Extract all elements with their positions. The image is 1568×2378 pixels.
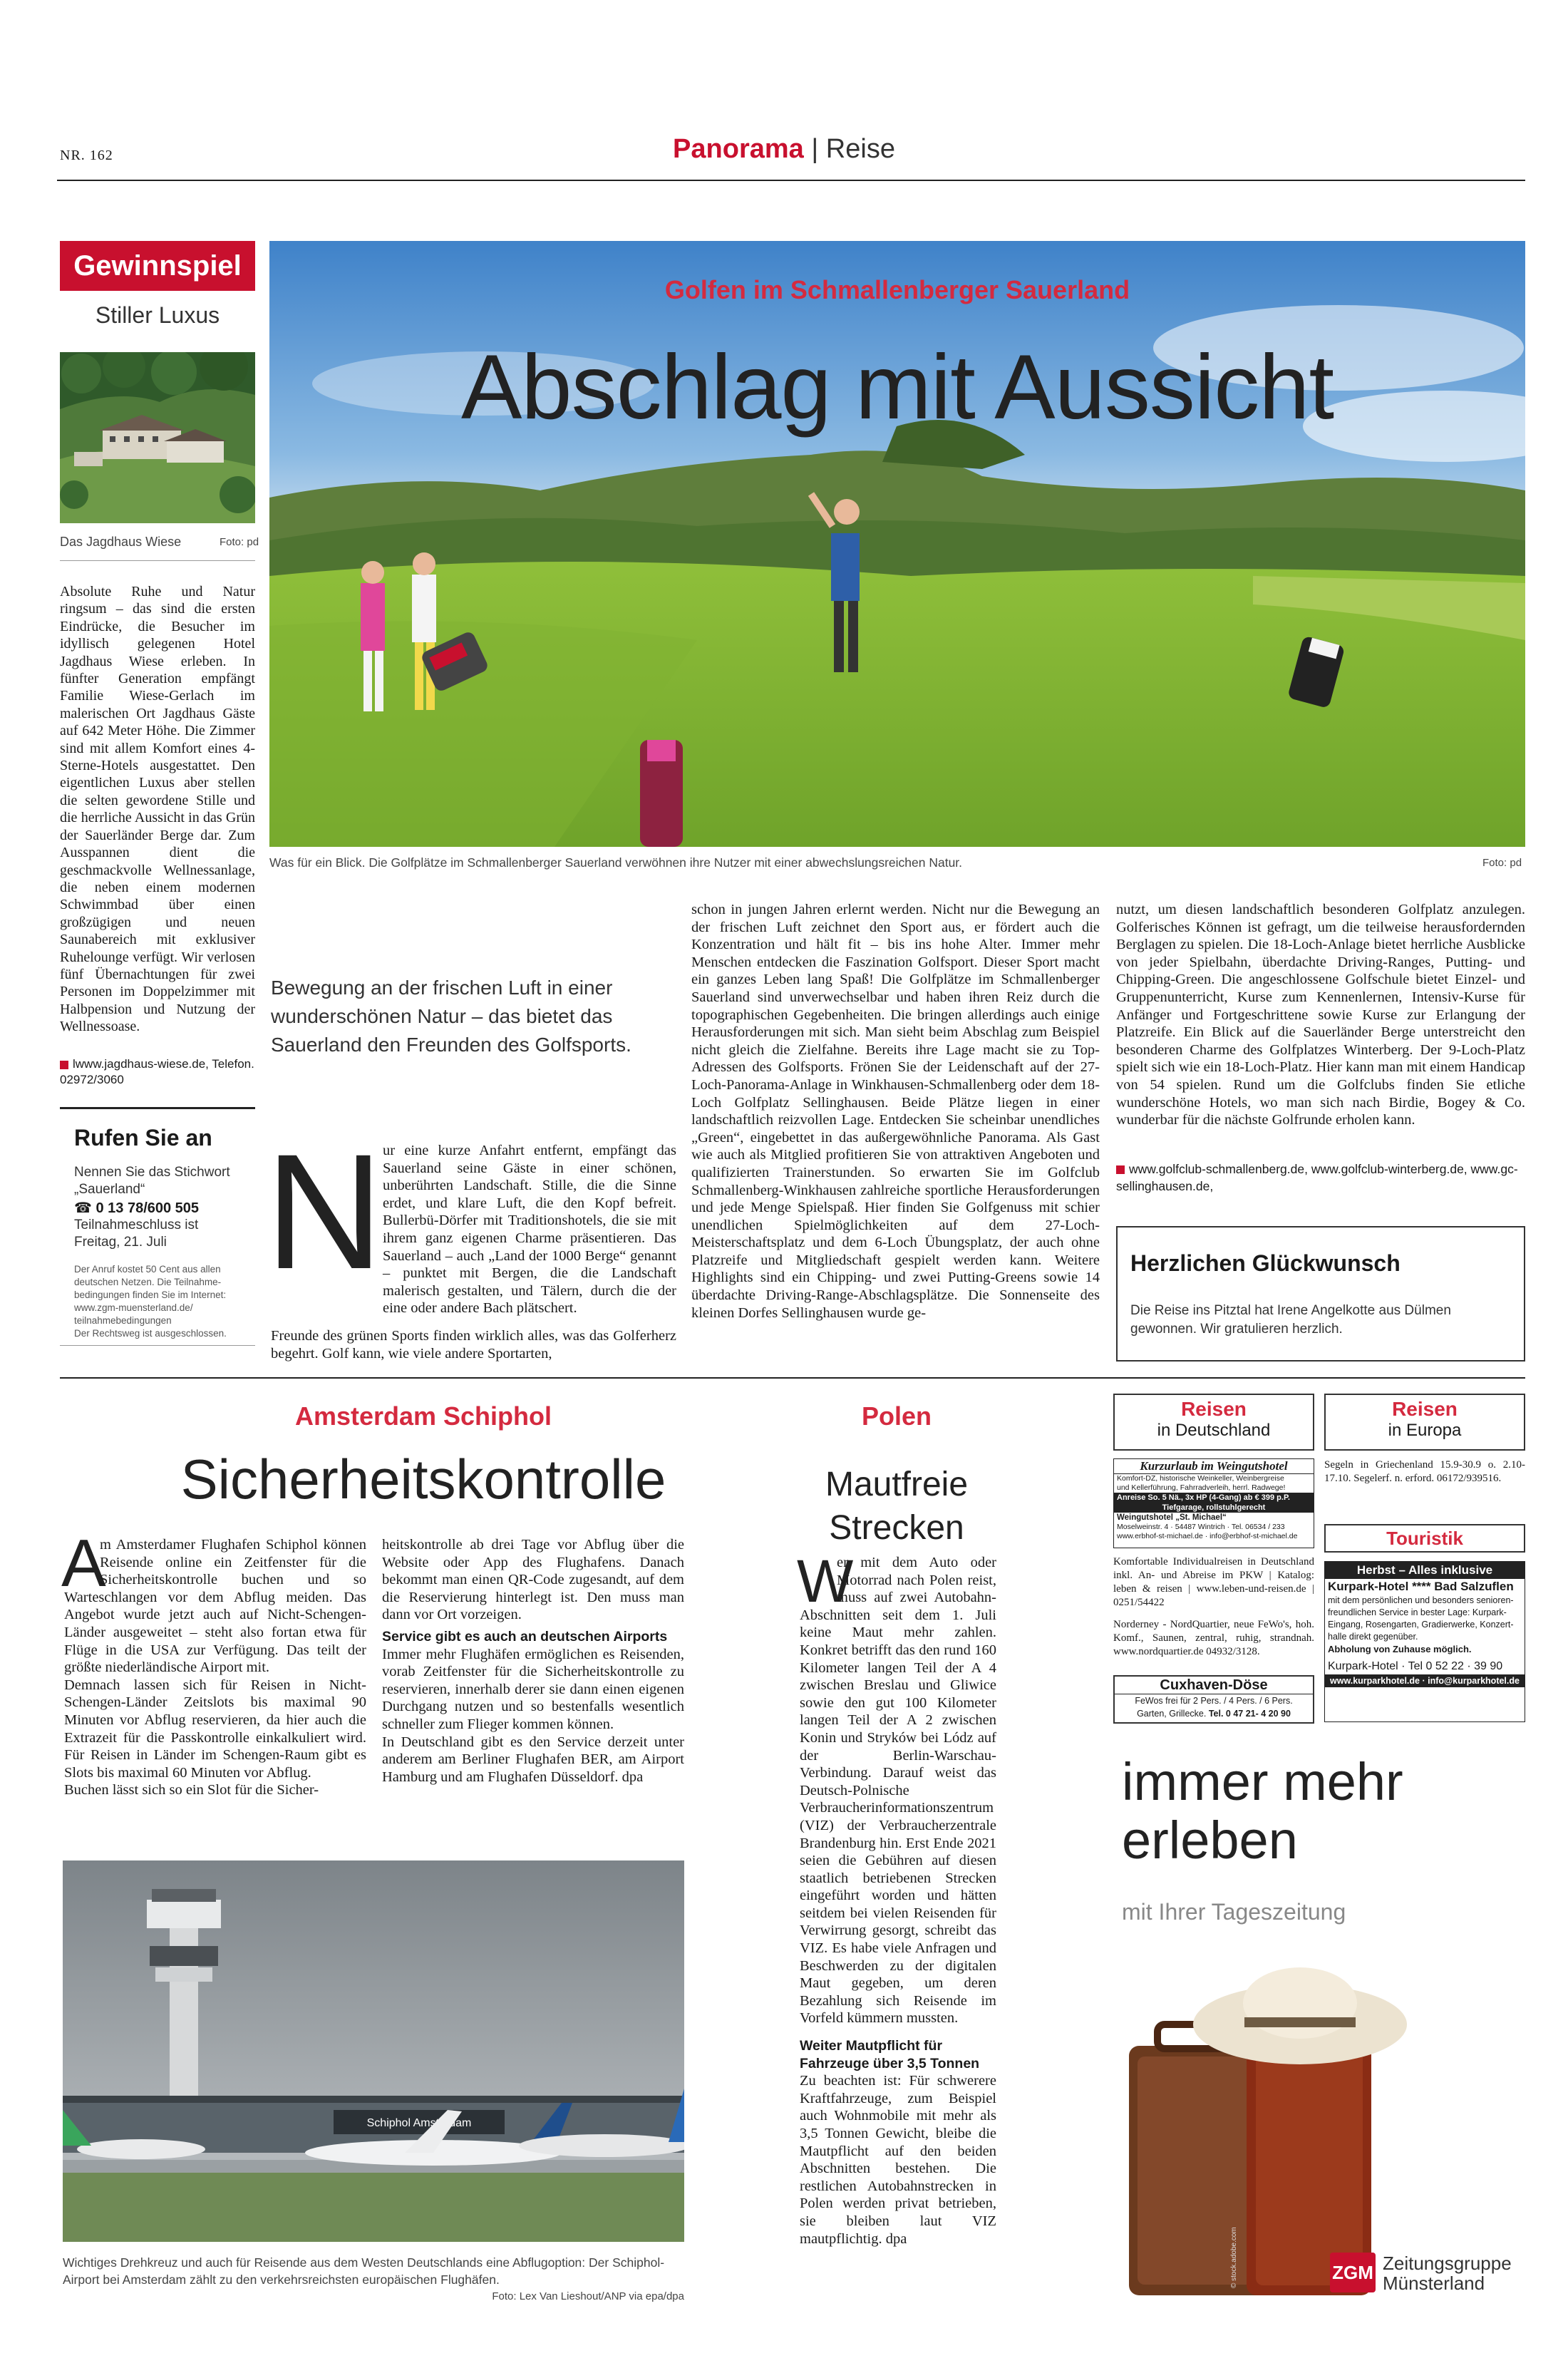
rufen-fine-2: deutschen Netzen. Die Teilnahme- <box>74 1277 222 1287</box>
golf-col1b: Freunde des grünen Sports finden wirklich alles, was das Golferherz begehrt. Golf kann, wie viele andere Sportarten, <box>271 1328 676 1362</box>
rufen-title: Rufen Sie an <box>74 1125 212 1151</box>
ad-kurpark-web: www.kurparkhotel.de · info@kurparkhotel.de <box>1325 1674 1525 1687</box>
subsection-name: Reise <box>825 134 895 164</box>
golf-caption: Was für ein Blick. Die Golfplätze im Schmallenberger Sauerland verwöhnen ihre Nutzer mit einer abwechslungsreichen Natur. <box>269 855 963 870</box>
ad-kurz-arr: Anreise So. 5 Nä., 3x HP (4-Gang) ab € 399 p.P. <box>1114 1493 1314 1503</box>
rufen-line-3: Teilnahmeschluss ist <box>74 1218 199 1232</box>
ad-kurpark[interactable] <box>1324 1561 1525 1722</box>
amsterdam-kicker: Amsterdam Schiphol <box>294 1401 552 1431</box>
zgm-headline-1: immer mehr <box>1122 1752 1403 1811</box>
ad-touristik[interactable] <box>1324 1524 1525 1553</box>
schiphol-caption: Wichtiges Drehkreuz und auch für Reisende aus dem Westen Deutschlands eine Abflugoption: Der Schiphol-Airport bei Amsterdam zählt zu den verkehrsreichsten europäischen Flughäfen. <box>63 2255 665 2287</box>
zgm-subline: mit Ihrer Tageszeitung <box>1122 1899 1346 1925</box>
section-title <box>0 134 1568 165</box>
ad-kurpark-head: Herbst – Alles inklusive <box>1325 1562 1525 1579</box>
bullet-square-icon <box>60 1061 68 1069</box>
zgm-headline-2: erleben <box>1122 1811 1298 1870</box>
ad-cux-l2: Garten, Grillecke. <box>1137 1709 1207 1719</box>
amsterdam-headline: Sicherheitskontrolle <box>180 1448 666 1510</box>
ad-kurz-web: www.erbhof-st-michael.de · info@erbhof-st-michael.de <box>1117 1532 1298 1540</box>
ad-kurz-l1: Komfort-DZ, historische Weinkeller, Weinbergreise <box>1117 1474 1284 1483</box>
amsterdam-col2-p1: heitskontrolle ab drei Tage vor Abflug über die Website oder App des Flughafens. Danach bekommt man einen QR-Code zugesandt, auf dem die Reservierung hinterlegt ist. Den muss man dann vor Ort vorzeigen. <box>382 1537 684 1623</box>
ad-kurpark-title: Kurpark-Hotel **** Bad Salzuflen <box>1328 1580 1514 1593</box>
polen-body <box>800 1554 996 2248</box>
ad-kurpark-l1: mit dem persönlichen und besonders senioren- <box>1328 1595 1514 1605</box>
polen-subhead-1: Weiter Mautpflicht für <box>800 2038 943 2054</box>
golf-teaser: Bewegung an der frischen Luft in einer wunderschönen Natur – das bietet das Sauerland den Freunden des Golfsports. <box>271 977 631 1056</box>
golf-hero-photo <box>269 241 1525 847</box>
rufen-phone-number[interactable]: 0 13 78/600 505 <box>96 1200 200 1216</box>
zgm-logo-text: ZGM <box>1332 2261 1373 2283</box>
hotel-photo-credit: Foto: pd <box>220 536 259 548</box>
golf-col1: ur eine kurze Anfahrt entfernt, empfängt das Sauerland seine Gäste in einer schönen, unberührten Landschaft. Stille, die die Sinne erdet, und klare Luft, die den Kopf befreit. Bullerbü-Dörfer mit Traditionshotels, die sie mit ihrem ganz eigenen Charme präsentieren. Das Sauerland – auch „Land der 1000 Berge“ genannt – punktet mit Bergen, die die Landschaft malerisch gestalten, und Tälern, durch die der eine oder andere Bach plätschert. <box>383 1143 676 1317</box>
ad-reisen-eu-title: Reisen <box>1392 1398 1458 1420</box>
rufen-line-4: Freitag, 21. Juli <box>74 1235 167 1250</box>
amsterdam-col1-p2: Demnach lassen sich für Reisen in Nicht-Schengen-Länder Zeitslots bis maximal 90 Minuten vor Abflug reservieren, da hier auch die Extrazeit für die Passkontrolle einkalkuliert wird. Für Reisen in Länder im Schengen-Raum gibt es Slots bis maximal 60 Minuten vor Abflug. <box>64 1677 366 1781</box>
amsterdam-col1-p3: Buchen lässt sich so ein Slot für die Sicher- <box>64 1782 319 1798</box>
gewinnspiel-contact-text[interactable]: lwww.jagdhaus-wiese.de, Telefon. 02972/3060 <box>60 1057 254 1086</box>
polen-kicker: Polen <box>861 1401 932 1431</box>
ad-reisen-de-sub: in Deutschland <box>1157 1421 1271 1440</box>
gewinnspiel-badge-text: Gewinnspiel <box>73 249 242 282</box>
amsterdam-col2 <box>382 1536 684 1786</box>
rufen-box <box>60 1107 255 1346</box>
golf-credit: Foto: pd <box>1482 857 1522 869</box>
ad-norderney[interactable]: Norderney - NordQuartier, neue FeWo's, hoh. Komf., Saunen, zentral, ruhig, strandnah. www.nordquartier.de 04932/3128. <box>1113 1619 1314 1657</box>
glueck-box <box>1116 1226 1525 1362</box>
ad-kurpark-l4: halle direkt gegenüber. <box>1328 1632 1418 1642</box>
amsterdam-col1 <box>64 1536 366 1799</box>
sidebar-rule-1 <box>60 560 255 561</box>
ad-kurz-tief: Tiefgarage, rollstuhlgerecht <box>1114 1503 1314 1513</box>
ad-kurzurlaub[interactable] <box>1113 1458 1314 1548</box>
rufen-line-1: Nennen Sie das Stichwort <box>74 1165 230 1180</box>
polen-body-2: Zu beachten ist: Für schwerere Kraftfahrzeuge, zum Beispiel auch Wohnmobile mit mehr als 3,5 Tonnen Gewicht, bleibe die Mautpflicht auf den beiden Abschnitten bestehen. Die restlichen Autobahnstrecken in Polen werden privat betrieben, sie bleiben laut VIZ mautpflichtig. dpa <box>800 2073 996 2247</box>
golf-bag-3 <box>640 740 683 847</box>
ad-cux-l1: FeWos frei für 2 Pers. / 4 Pers. / 6 Pers. <box>1135 1696 1293 1706</box>
ad-touristik-title: Touristik <box>1386 1528 1463 1549</box>
rufen-phone <box>74 1199 199 1217</box>
ad-reisen-eu-sub: in Europa <box>1388 1421 1462 1440</box>
polen-subhead-2: Fahrzeuge über 3,5 Tonnen <box>800 2055 980 2071</box>
ad-kurpark-l2: freundlichen Service in bester Lage: Kurpark- <box>1328 1607 1507 1617</box>
rufen-fine-6: Der Rechtsweg ist ausgeschlossen. <box>74 1328 227 1339</box>
ad-kurz-hotel: Weingutshotel „St. Michael“ <box>1117 1513 1227 1522</box>
terminal-sign: Schiphol Amsterdam <box>366 2117 472 2129</box>
golf-col3: nutzt, um diesen landschaftlich besonderen Golfplatz anzulegen. Golferisches Können ist gefragt, um die teilweise herausfordernden Berglagen zu spielen. Die 18-Loch-Anlage bietet herrliche Ausblicke von jeder Spielbahn, überdachte Driving-Ranges, Putting- und Chipping-Green. Die angeschlossene Golfschule bietet Einzel- und Gruppenunterricht, Kurse zum Kennenlernen, Intensiv-Kurse für Anfänger und Fortgeschrittene sowie Kurse zur Erlangung der Platzreife. Ein Blick auf die Sauerländer Berge unterstreicht den besonderen Charme des Golfplatzes Winterberg. Der 9-Loch-Platz spielt sich wie ein 18-Loch-Platz. Hier kann man mit einem Handicap von 54 spielen. Rund um die Golfclubs finden Sie etliche wunderschöne Hotels, wo man sich nach Birdie, Bogey & Co. wunderbar für die nächste Golfrunde erholen kann. <box>1116 902 1525 1128</box>
gewinnspiel-title: Stiller Luxus <box>95 302 220 328</box>
rufen-fine-4[interactable]: www.zgm-muensterland.de/ <box>74 1302 193 1313</box>
amsterdam-col1-p1: m Amsterdamer Flughafen Schiphol können Reisende online ein Zeitfenster für die Sicherheitskontrolle buchen und so Warteschlangen vor dem Abflug meiden. Das Angebot wurde jetzt auch auf Nicht-Schengen-Länder ausgeweitet – steht also fortan etwa für Flüge in die USA zur Verfügung. Das teilt der größte niederländische Airport mit. <box>64 1537 366 1676</box>
golf-dropcap: N <box>265 1120 384 1303</box>
rufen-fine-3: bedingungen finden Sie im Internet: <box>74 1290 227 1300</box>
polen-headline-2: Strecken <box>829 1509 964 1547</box>
zgm-name-1: Zeitungsgruppe <box>1383 2253 1512 2274</box>
gewinnspiel-body: Absolute Ruhe und Natur ringsum – das sind die ersten Eindrücke, die Besucher im idyllisch gelegenen Hotel Jagdhaus Wiese erleben. In fünfter Generation empfängt Familie Wiese-Gerlach im malerischen Ort Jagdhaus Gäste auf 642 Meter Höhe. Die Zimmer sind mit allem Komfort eines 4-Sterne-Hotels ausgestattet. Den eigentlichen Luxus aber stellen die selten gewordene Stille und die herrliche Aussicht in das Grün der Sauerländer Berge dar. Zum Ausspannen dient die geschmackvolle Wellnessanlage, die neben einem modernen Schwimmbad über einen großzügigen und neuen Saunabereich mit exklusiver Ruhelounge verfügt. Wir verlosen fünf Übernachtungen für zwei Personen im Doppelzimmer mit Halbpension und Nutzung der Wellnessoase. <box>60 584 255 1035</box>
polen-dropcap: W <box>797 1548 854 1615</box>
golf-links-text[interactable]: www.golfclub-schmallenberg.de, www.golfclub-winterberg.de, www.gc-sellinghausen.de, <box>1116 1162 1518 1193</box>
ad-cux-l2-row <box>1115 1707 1313 1720</box>
golf-col2: schon in jungen Jahren erlernt werden. Nicht nur die Bewegung an der frischen Luft zeichnet den Sport aus, er fördert auch die Konzentration und hält fit – bis ins hohe Alter. Immer mehr Menschen entdecken die Faszination Golfsport. Dieser Sport macht ein ganzes Leben lang Spaß! Die Golfplätze im Schmallenberger Sauerland sind unverwechselbar und haben ihren Reiz durch die topographischen Gegebenheiten. Die bringen allerdings auch einige Herausforderungen mit sich. Man sieht beim Abschlag zum Beispiel nicht gleich die Zielfahne. Bereits ihre Lage macht sie zu Top-Adressen des Golfsports. Frönen Sie der Leidenschaft auf der 27-Loch-Panorama-Anlage in Winkhausen-Schmallenberg oder dem 18-Loch Golfplatz Sellinghausen. Beide Plätze liegen in einer landschaftlich reizvollen Lage. Entdecken Sie scheinbar unendliches „Green“, eingebettet in das außergewöhnliche Panorama. Als Gast wie auch als Mitglied profitieren Sie von attraktiven Angeboten und qualifizierten Trainerstunden. So erwarten Sie im Golfclub Schmallenberg-Winkhausen zahlreiche sportliche Herausforderungen und jede Menge Spielspaß. Hier finden Sie Golfgenuss mit schier unendlichen Spielmöglichkeiten auf dem 27-Loch-Meisterschaftsplatz und dem 6-Loch Übungsplatz, der auch ohne Platzreife und Mitgliedschaft gespielt werden kann. Weitere Highlights sind ein Chipping- und zwei Putting-Greens sowie 14 überdachte Driving-Range-Abschlagsplätze. Die Sonnenseite des kleinen Dorfes Sellinghausen wurde ge- <box>691 902 1100 1321</box>
polen-dropindent <box>800 1554 837 1604</box>
golf-kicker: Golfen im Schmallenberger Sauerland <box>664 275 1130 304</box>
ad-kurpark-l5: Abholung von Zuhause möglich. <box>1328 1644 1472 1654</box>
section-rule <box>60 1377 1525 1379</box>
rufen-keyword: „Sauerland“ <box>74 1182 145 1197</box>
golf-headline: Abschlag mit Aussicht <box>461 336 1334 438</box>
polen-headline-1: Mautfreie <box>825 1466 969 1503</box>
ad-kurz-addr: Moselweinstr. 4 · 54487 Wintrich · Tel. 06534 / 233 <box>1117 1523 1285 1531</box>
ad-reisen-deutschland[interactable] <box>1113 1394 1314 1451</box>
ad-cux-title: Cuxhaven-Döse <box>1115 1677 1313 1694</box>
ad-reisen-europa[interactable] <box>1324 1394 1525 1451</box>
amsterdam-subhead: Service gibt es auch an deutschen Airports <box>382 1628 668 1644</box>
section-divider: | <box>803 134 826 164</box>
ad-reisen-de-title: Reisen <box>1181 1398 1247 1420</box>
ad-kurz-l2: und Kellerführung, Fahrradverleih, herrl. Radwege! <box>1117 1483 1286 1492</box>
ad-cux-tel: Tel. 0 47 21- 4 20 90 <box>1208 1709 1291 1719</box>
issue-number: NR. 162 <box>60 148 113 163</box>
schiphol-credit: Foto: Lex Van Lieshout/ANP via epa/dpa <box>492 2290 684 2302</box>
golf-links <box>1116 1160 1525 1195</box>
rufen-fine <box>74 1263 227 1340</box>
bullet-square-icon <box>1116 1165 1125 1174</box>
section-name: Panorama <box>673 134 804 164</box>
amsterdam-col2-p3: In Deutschland gibt es den Service derzeit unter anderem am Berliner Flughafen BER, am Airport Hamburg und am Flughafen Düsseldorf. dpa <box>382 1734 684 1785</box>
ad-cuxhaven[interactable] <box>1113 1675 1314 1724</box>
ad-kurpark-tel: Kurpark-Hotel · Tel 0 52 22 · 39 90 <box>1328 1660 1503 1672</box>
zgm-name-2: Münsterland <box>1383 2273 1485 2294</box>
amsterdam-dropcap: A <box>61 1525 106 1600</box>
amsterdam-col2-p2: Immer mehr Flughäfen ermöglichen es Reisenden, vorab Zeitfenster für die Sicherheitskontrolle zu reservieren, innerhalb derer sie dann einen eigenen Durchgang nutzen und so bestenfalls wesentlich schneller zum Flieger kommen können. <box>382 1646 684 1732</box>
glueck-title: Herzlichen Glückwunsch <box>1130 1250 1401 1276</box>
zgm-suitcase-photo <box>1122 1953 1407 2302</box>
gewinnspiel-contact <box>60 1056 255 1088</box>
ad-individual[interactable]: Komfortable Individualreisen in Deutschland inkl. An- und Abreise im PKW | Katalog: leben & reisen | www.leben-und-reisen.de | 0251/54422 <box>1113 1556 1314 1608</box>
zgm-logo <box>1330 2253 1376 2292</box>
glueck-text: Die Reise ins Pitztal hat Irene Angelkotte aus Dülmen gewonnen. Wir gratulieren herzlich. <box>1130 1303 1451 1337</box>
gewinnspiel-badge <box>60 241 255 291</box>
schiphol-photo <box>63 1860 684 2242</box>
ad-kurz-title: Kurzurlaub im Weingutshotel <box>1114 1459 1314 1474</box>
ad-segeln[interactable]: Segeln in Griechenland 15.9-30.9 o. 2.10-17.10. Segelerf. n. erford. 06172/939516. <box>1324 1459 1525 1484</box>
rufen-fine-5: teilnahmebedingungen <box>74 1315 172 1326</box>
hotel-photo-caption: Das Jagdhaus Wiese <box>60 535 182 549</box>
hotel-photo <box>60 352 255 523</box>
rufen-fine-1: Der Anruf kostet 50 Cent aus allen <box>74 1264 221 1275</box>
ad-kurpark-l3: Eingang, Rosengarten, Gradierwerke, Konzert- <box>1328 1620 1514 1630</box>
polen-body-text: er mit dem Auto oder Motorrad nach Polen reist, muss auf zwei Autobahn-Abschnitten seit dem 1. Juli keine Maut mehr zahlen. Konkret betrifft das den rund 160 Kilometer langen Teil der A 4 zwischen Breslau und Gliwice sowie den gut 100 Kilometer langen Teil der A 2 zwischen Konin und Stryków bei Lódz auf der Berlin-Warschau-Verbindung. Darauf weist das Deutsch-Polnische Verbraucherinformationszentrum (VIZ) der Verbraucherzentrale Brandenburg hin. Erst Ende 2021 seien die Gebühren auf diesen staatlich betriebenen Strecken eingeführt worden und hätten seitdem bei vielen Reisenden für Verwirrung gesorgt, schreibt das VIZ. Es habe viele Anfragen und Beschwerden zu der digitalen Maut gegeben, um deren Bezahlung sich Reisende im Vorfeld kümmern mussten. <box>800 1555 996 2027</box>
amsterdam-col1-dropindent <box>64 1536 100 1586</box>
header-rule <box>57 180 1525 181</box>
zgm-photo-credit: © stock.adobe.com <box>1230 2227 1238 2288</box>
phone-icon: ☎ <box>74 1200 96 1216</box>
